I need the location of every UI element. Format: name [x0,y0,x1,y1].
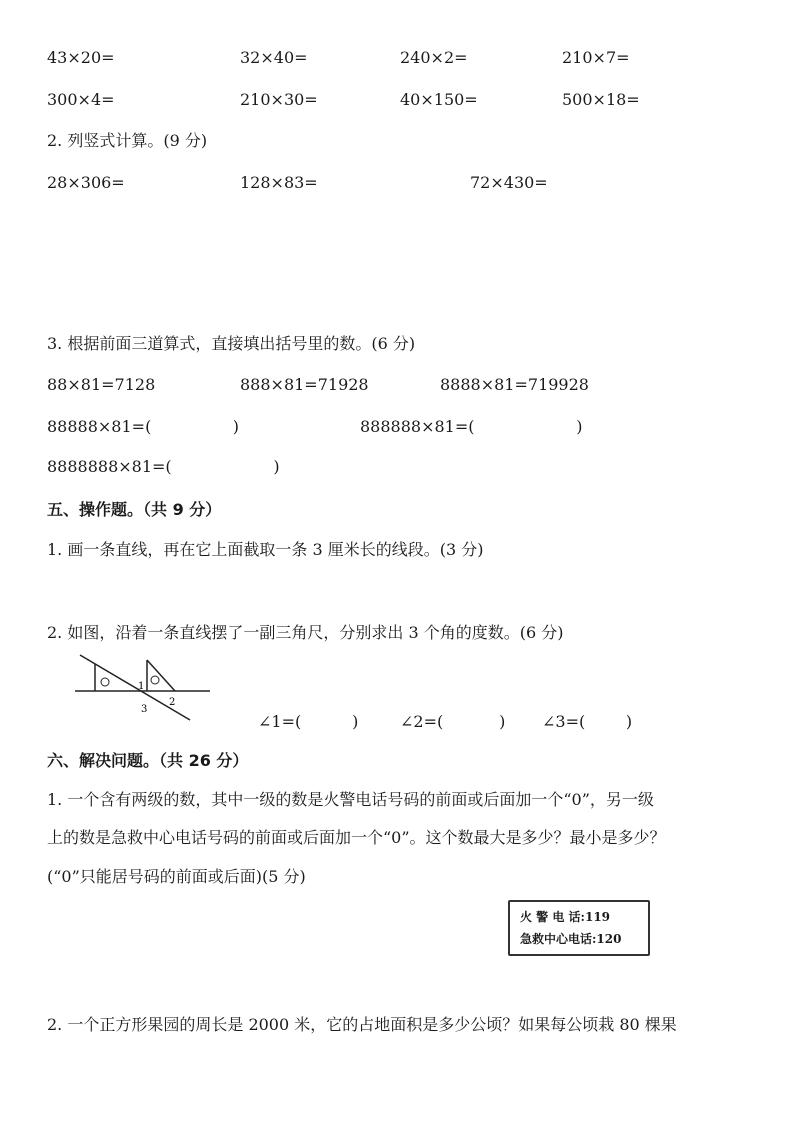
question-text: (“0”只能居号码的前面或后面)(5 分) [47,867,306,886]
vertical-item: 128×83= [240,173,318,192]
angle-answer: ∠2=( ) [400,712,506,731]
question-title: 2. 列竖式计算。(9 分) [47,131,208,150]
vertical-item: 72×430= [470,173,548,192]
question-text: 上的数是急救中心电话号码的前面或后面加一个“0”。这个数最大是多少？最小是多少？ [47,828,666,847]
oral-item: 500×18= [562,90,640,109]
section-title: 六、解决问题。（共 26 分） [47,751,249,770]
oral-item: 240×2= [400,48,468,67]
given-equation: 8888×81=719928 [440,375,589,394]
angle-answer: ∠3=( ) [542,712,633,731]
phone-number-box [508,900,650,956]
ambulance-phone: 急救中心电话:120 [520,932,622,946]
blank-equation: 8888888×81=( ) [47,457,280,476]
oral-item: 210×7= [562,48,630,67]
angle-label: 3 [141,704,148,715]
question-title: 3. 根据前面三道算式，直接填出括号里的数。(6 分) [47,334,416,353]
angle-answer: ∠1=( ) [258,712,359,731]
given-equation: 888×81=71928 [240,375,369,394]
oral-item: 300×4= [47,90,115,109]
given-equation: 88×81=7128 [47,375,156,394]
triangle-ruler-figure [75,650,215,725]
oral-item: 40×150= [400,90,478,109]
oral-item: 210×30= [240,90,318,109]
oral-item: 32×40= [240,48,308,67]
fire-phone: 火 警 电 话:119 [520,910,611,924]
blank-equation: 888888×81=( ) [360,417,583,436]
blank-equation: 88888×81=( ) [47,417,239,436]
section-title: 五、操作题。（共 9 分） [47,500,222,519]
question-text: 2. 如图，沿着一条直线摆了一副三角尺，分别求出 3 个角的度数。(6 分) [47,623,564,642]
oral-item: 43×20= [47,48,115,67]
question-text: 2. 一个正方形果园的周长是 2000 米，它的占地面积是多少公顷？如果每公顷栽 80 棵果 [47,1015,677,1034]
angle-label: 1 [138,681,145,692]
vertical-item: 28×306= [47,173,125,192]
angle-label: 2 [169,697,176,708]
question-text: 1. 画一条直线，再在它上面截取一条 3 厘米长的线段。(3 分) [47,540,484,559]
question-text: 1. 一个含有两级的数，其中一级的数是火警电话号码的前面或后面加一个“0”，另一级 [47,790,654,809]
